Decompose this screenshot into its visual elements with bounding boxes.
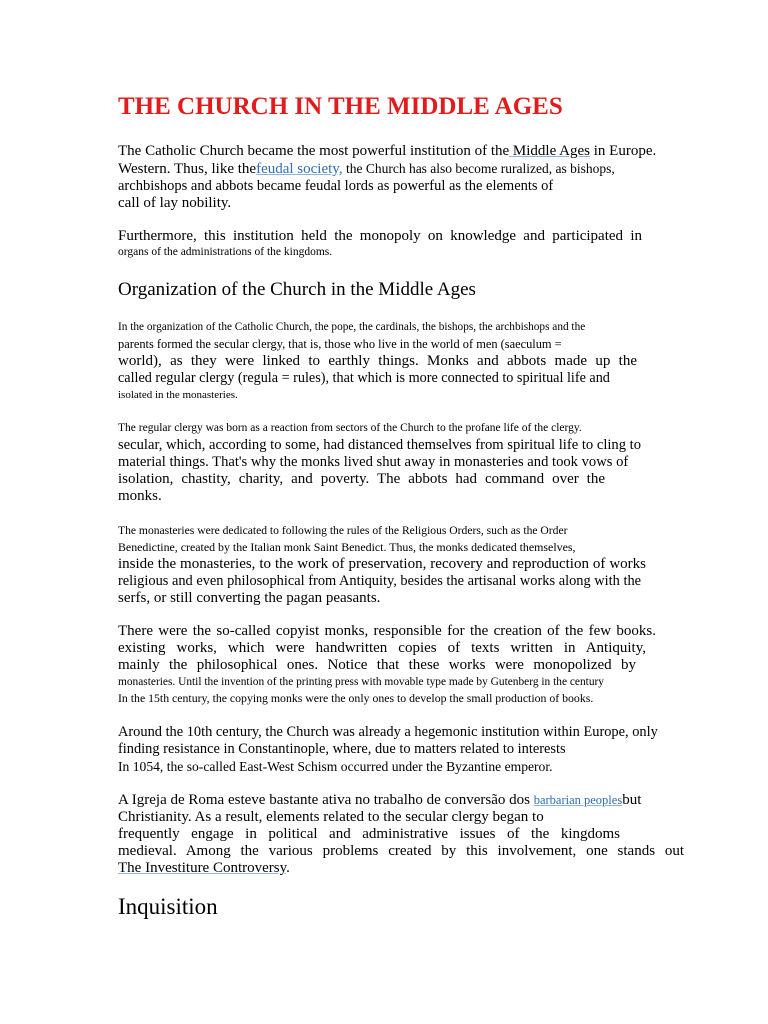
text-line: finding resistance in Constantinople, where, due to matters related to interests [118,741,566,757]
text-line: In 1054, the so-called East-West Schism occurred under the Byzantine emperor. [118,759,553,774]
text-line: religious and even philosophical from Antiquity, besides the artisanal works along with the [118,573,642,589]
heading-inquisition: Inquisition [118,894,218,919]
heading-organization: Organization of the Church in the Middle Ages [118,279,476,300]
text-line: material things. That's why the monks lived shut away in monasteries and took vows of [118,454,629,470]
text-line: The Catholic Church became the most powerful institution of the Middle Ages in Europe. [118,143,657,159]
text-line: In the 15th century, the copying monks were the only ones to develop the small production of books. [118,691,594,705]
text-line: medieval. Among the various problems created by this involvement, one stands out [118,843,684,859]
text-line: Benedictine, created by the Italian monk Saint Benedict. Thus, the monks dedicated themselves, [118,540,576,554]
text-line: called regular clergy (regula = rules), that which is more connected to spiritual life and [118,370,610,386]
paragraph-monopoly [118,228,642,259]
text-line: Around the 10th century, the Church was already a hegemonic institution within Europe, only [118,724,658,740]
text-line: inside the monasteries, to the work of preservation, recovery and reproduction of works [118,556,646,572]
feudal-society-link[interactable]: feudal society, [256,161,343,177]
paragraph-copyists [118,623,658,707]
text-line: monks. [118,488,162,504]
text-line: A Igreja de Roma esteve bastante ativa no trabalho de conversão dos barbarian peoplesbut [118,792,642,808]
text-line: The monasteries were dedicated to following the rules of the Religious Orders, such as the Order [118,524,568,537]
text-line: secular, which, according to some, had distanced themselves from spiritual life to cling to [118,437,642,453]
text-line: organs of the administrations of the kingdoms. [118,246,333,258]
paragraph-conversion [118,792,684,877]
text-line: isolation, chastity, charity, and poverty. The abbots had command over the [118,471,605,487]
text-line: existing works, which were handwritten copies of texts written in Antiquity, [118,640,646,656]
barbarian-peoples-link[interactable]: barbarian peoples [533,793,623,807]
text-line: mainly the philosophical ones. Notice that these works were monopolized by [118,657,636,673]
paragraph-hegemony [118,724,663,775]
document-title: THE CHURCH IN THE MIDDLE AGES [118,93,563,120]
text-line: There were the so-called copyist monks, responsible for the creation of the few books. [118,623,656,639]
paragraph-regular-clergy [118,420,670,505]
investiture-controversy-link[interactable]: The Investiture Controversy [118,860,287,876]
middle-ages-link[interactable]: Middle Ages [509,143,591,159]
text-line: Furthermore, this institution held the monopoly on knowledge and participated in [118,228,642,244]
text-line: serfs, or still converting the pagan peasants. [118,590,381,606]
text-line: world), as they were linked to earthly things. Monks and abbots made up the [118,353,637,369]
text-line: isolated in the monasteries. [118,389,238,401]
paragraph-monasteries [118,522,670,607]
text-line: The Investiture Controversy. [118,860,290,876]
text-line: archbishops and abbots became feudal lords as powerful as the elements of [118,178,554,194]
text-line: monasteries. Until the invention of the printing press with movable type made by Gutenberg in the century [118,676,604,688]
paragraph-organization [118,319,658,404]
text-line: In the organization of the Catholic Church, the pope, the cardinals, the bishops, the archbishops and the [118,321,586,333]
text-line: parents formed the secular clergy, that is, those who live in the world of men (saeculum = [118,337,562,351]
text-line: frequently engage in political and administrative issues of the kingdoms [118,826,620,842]
text-line: Christianity. As a result, elements related to the secular clergy began to [118,809,544,825]
text-line: call of lay nobility. [118,195,232,211]
paragraph-intro [118,143,663,212]
text-line: The regular clergy was born as a reaction from sectors of the Church to the profane life of the clergy. [118,422,582,434]
text-line: Western. Thus, like thefeudal society, the Church has also become ruralized, as bishops, [118,161,615,177]
